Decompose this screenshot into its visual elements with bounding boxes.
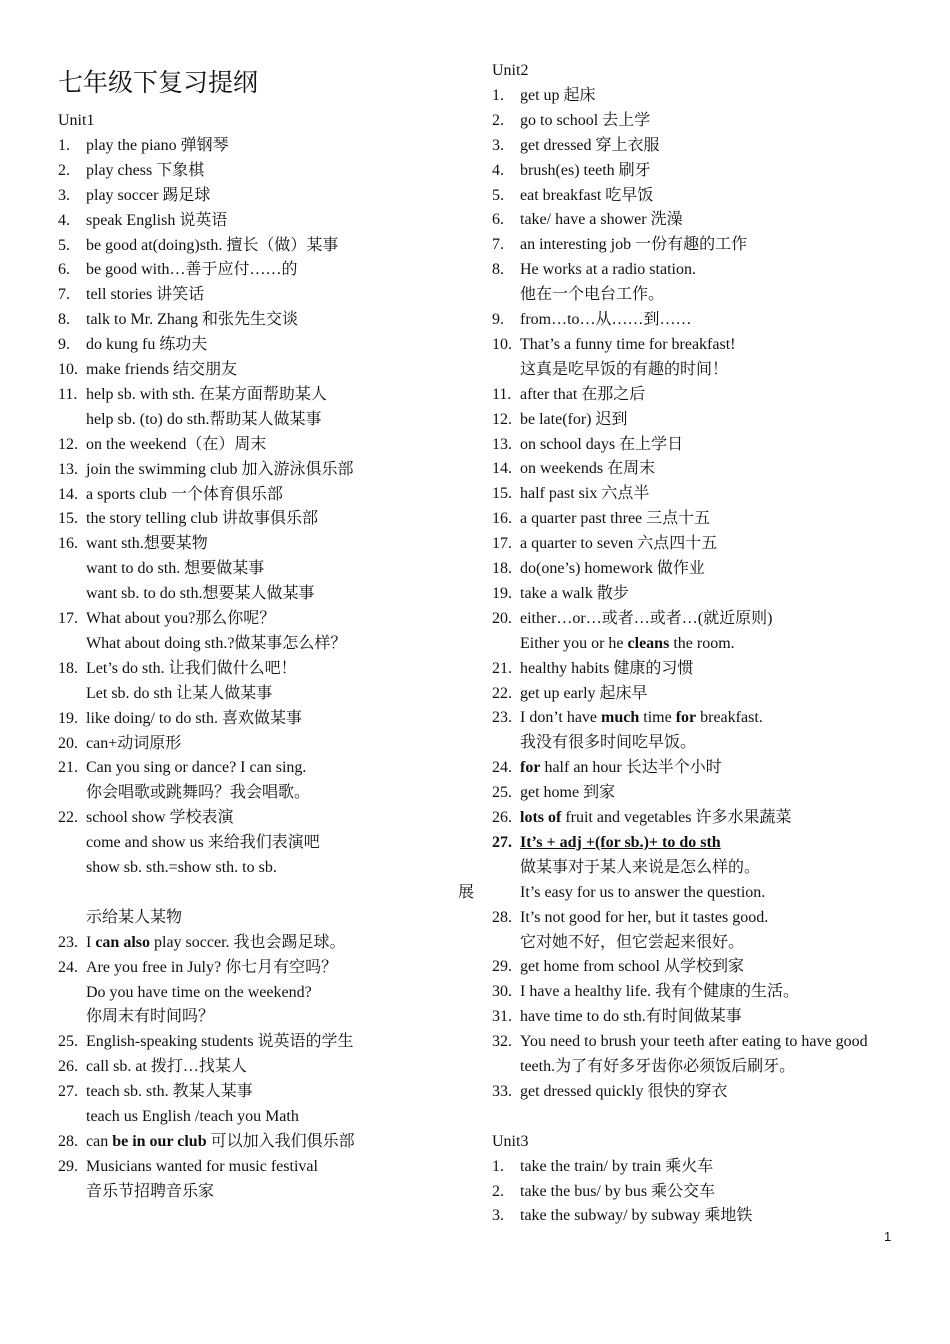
item-number: 1. [492, 86, 504, 104]
item-number: 4. [492, 161, 504, 179]
item-text: play soccer. 我也会踢足球。 [150, 933, 346, 951]
item-number: 33. [492, 1082, 512, 1100]
list-item [492, 185, 653, 207]
item-text: He works at a radio station. [520, 261, 696, 279]
item-text: either…or…或者…或者…(就近原则) [520, 609, 773, 627]
item-text: be good at(doing)sth. 擅长（做）某事 [86, 236, 339, 254]
list-item [492, 1056, 795, 1078]
item-number: 26. [492, 809, 512, 826]
list-item [58, 1106, 299, 1128]
item-text: Musicians wanted for music festival [86, 1157, 318, 1175]
list-item [492, 1131, 528, 1153]
list-item [58, 359, 237, 381]
item-text: It’s + adj +(for sb.)+ to do sth [520, 833, 721, 851]
item-text: 示给某人某物 [86, 908, 183, 926]
list-item [58, 957, 337, 979]
item-text: I have a healthy life. 我有个健康的生活。 [520, 983, 800, 1001]
item-text: do kung fu 练功夫 [86, 336, 208, 354]
list-item [492, 1205, 752, 1227]
list-item [492, 1006, 742, 1028]
list-item [492, 85, 596, 107]
list-item [492, 807, 792, 829]
list-item [492, 409, 628, 431]
item-number: 19. [58, 709, 78, 727]
item-text: breakfast. [696, 709, 763, 727]
item-text: 音乐节招聘音乐家 [86, 1182, 215, 1200]
list-item [492, 533, 717, 555]
item-text: make friends 结交朋友 [86, 361, 238, 378]
item-number: 7. [58, 286, 70, 304]
item-number: 5. [492, 186, 504, 204]
list-item [58, 608, 275, 630]
item-text: Can you sing or dance? I can sing. [86, 759, 307, 777]
item-text: I don’t have [520, 709, 602, 727]
list-item [492, 309, 692, 331]
item-text: 做某事对于某人来说是怎么样的。 [520, 858, 761, 876]
list-item [58, 1156, 318, 1178]
list-item [58, 160, 204, 182]
item-text: That’s a funny time for breakfast! [520, 335, 736, 353]
list-item [58, 733, 181, 755]
list-item [492, 1156, 713, 1178]
list-item [58, 683, 272, 705]
item-number: 27. [58, 1083, 78, 1101]
list-item [492, 209, 683, 231]
item-number: 12. [492, 410, 512, 428]
item-text: take the bus/ by bus 乘公交车 [520, 1182, 716, 1200]
list-item [58, 932, 346, 954]
item-text: an interesting job 一份有趣的工作 [520, 236, 748, 254]
item-text: after that 在那之后 [520, 385, 646, 403]
item-text: the room. [669, 634, 735, 652]
item-number: 3. [58, 186, 70, 204]
item-number: 2. [492, 111, 504, 129]
item-number: 20. [492, 609, 512, 627]
item-text: go to school 去上学 [520, 111, 651, 129]
item-text: on school days 在上学日 [520, 435, 684, 453]
item-text: 你周末有时间吗？ [86, 1008, 215, 1026]
item-text: can [86, 1132, 113, 1150]
item-number: 24. [492, 759, 512, 777]
item-number: 5. [58, 236, 70, 254]
list-item [58, 508, 318, 530]
item-text: do(one’s) homework 做作业 [520, 560, 705, 577]
item-text: want sb. to do sth.想要某人做某事 [86, 585, 315, 603]
item-text: take the subway/ by subway 乘地铁 [520, 1207, 753, 1225]
item-text: brush(es) teeth 刷牙 [520, 161, 651, 179]
list-item [58, 558, 264, 580]
list-item [492, 782, 615, 804]
item-number: 22. [58, 809, 78, 827]
item-number: 15. [492, 485, 512, 503]
item-text: time [639, 709, 676, 727]
item-text: for [520, 759, 541, 777]
item-text: be late(for) 迟到 [520, 410, 628, 428]
list-item [492, 633, 735, 655]
item-text: can+动词原形 [86, 734, 182, 752]
item-text: 我没有很多时间吃早饭。 [520, 734, 697, 752]
list-item [58, 533, 208, 555]
item-text: get up early 起床早 [520, 684, 648, 702]
list-item [492, 359, 728, 381]
list-item [492, 857, 760, 879]
list-item [492, 234, 747, 256]
list-item [58, 1081, 253, 1103]
list-item [492, 707, 763, 729]
list-item [492, 508, 710, 530]
list-item [492, 458, 655, 480]
item-text: on the weekend（在）周末 [86, 435, 267, 453]
item-text: Let’s do sth. 让我们做什么吧！ [86, 659, 297, 677]
list-item [492, 483, 649, 505]
list-item [492, 907, 768, 929]
item-text: school show 学校表演 [86, 809, 234, 827]
item-number: 10. [58, 361, 78, 378]
item-text: 他在一个电台工作。 [520, 286, 665, 304]
list-item [492, 259, 696, 281]
item-text: Do you have time on the weekend? [86, 983, 312, 1001]
item-number: 27. [492, 833, 512, 851]
item-number: 22. [492, 684, 512, 702]
list-item [492, 981, 799, 1003]
item-number: 26. [58, 1058, 78, 1076]
item-number: 28. [492, 908, 512, 926]
item-text: 这真是吃早饭的有趣的时间！ [520, 360, 729, 378]
list-item [58, 434, 266, 456]
item-text: Unit3 [492, 1132, 529, 1150]
item-text: get home from school 从学校到家 [520, 958, 744, 976]
item-number: 16. [58, 535, 78, 553]
item-number: 28. [58, 1132, 78, 1150]
list-item [58, 135, 229, 157]
item-text: What about doing sth.?做某事怎么样？ [86, 634, 347, 652]
item-number: 8. [58, 311, 70, 329]
list-item [492, 434, 683, 456]
item-text: English-speaking students 说英语的学生 [86, 1033, 354, 1051]
item-text: help sb. with sth. 在某方面帮助某人 [86, 385, 327, 403]
list-item [492, 160, 651, 182]
item-text: Are you free in July? 你七月有空吗？ [86, 958, 338, 976]
list-item [58, 110, 94, 132]
item-text: half past six 六点半 [520, 485, 650, 503]
list-item [58, 782, 310, 804]
item-text: It’s easy for us to answer the question. [520, 883, 766, 901]
list-item [58, 583, 314, 605]
item-text: can also [95, 933, 150, 951]
list-item [58, 1031, 354, 1053]
list-item [58, 857, 277, 879]
item-text: Let sb. do sth 让某人做某事 [86, 684, 273, 702]
item-text: teach us English /teach you Math [86, 1108, 299, 1125]
item-text: get home 到家 [520, 784, 616, 802]
list-item [492, 384, 645, 406]
item-number: 12. [58, 435, 78, 453]
list-item [492, 608, 772, 630]
item-text: take the train/ by train 乘火车 [520, 1157, 714, 1175]
item-number: 3. [492, 1207, 504, 1225]
item-text: the story telling club 讲故事俱乐部 [86, 510, 318, 528]
item-number: 1. [492, 1157, 504, 1175]
item-text: 它对她不好，但它尝起来很好。 [520, 933, 745, 951]
item-number: 14. [492, 460, 512, 478]
list-item [58, 1181, 214, 1203]
item-number: 19. [492, 584, 512, 602]
item-number: 9. [492, 311, 504, 328]
item-number: 6. [492, 211, 504, 229]
list-item [58, 484, 283, 506]
list-item [492, 135, 660, 157]
item-text: tell stories 讲笑话 [86, 286, 205, 304]
item-text: take a walk 散步 [520, 584, 629, 602]
list-item [58, 235, 338, 257]
list-item [492, 1031, 868, 1053]
page-title: 七年级下复习提纲 [58, 70, 259, 97]
item-number: 4. [58, 211, 70, 229]
item-number: 29. [492, 958, 512, 976]
list-item [58, 907, 182, 929]
item-text: be good with…善于应付……的 [86, 261, 298, 279]
item-text: show sb. sth.=show sth. to sb. [86, 859, 277, 876]
item-text: play soccer 踢足球 [86, 186, 211, 204]
item-text: play the piano 弹钢琴 [86, 136, 229, 154]
item-number: 13. [58, 460, 78, 478]
item-number: 31. [492, 1008, 512, 1026]
item-number: 32. [492, 1033, 512, 1051]
item-number: 11. [58, 385, 78, 403]
item-text: It’s not good for her, but it tastes good. [520, 908, 769, 926]
item-text: Unit1 [58, 112, 95, 129]
list-item [492, 1081, 728, 1103]
item-text: You need to brush your teeth after eating to have good [520, 1033, 868, 1051]
item-number: 10. [492, 335, 512, 353]
list-item [58, 409, 322, 431]
item-number: 18. [492, 560, 512, 577]
item-text: call sb. at 拨打…找某人 [86, 1058, 247, 1076]
item-text: What about you?那么你呢？ [86, 610, 276, 627]
list-item [58, 658, 297, 680]
item-text: Either you or he [520, 634, 628, 652]
page-number: 1 [884, 1229, 892, 1244]
item-number: 2. [492, 1182, 504, 1200]
item-text: a sports club 一个体育俱乐部 [86, 485, 283, 503]
item-text: play chess 下象棋 [86, 161, 205, 179]
list-item [492, 832, 721, 854]
list-item [58, 807, 234, 829]
item-text: I [86, 933, 96, 951]
item-text: have time to do sth.有时间做某事 [520, 1008, 742, 1026]
item-number: 17. [492, 535, 512, 553]
item-text: 可以加入我们俱乐部 [206, 1132, 355, 1150]
item-text: half an hour 长达半个小时 [540, 759, 722, 777]
item-text: talk to Mr. Zhang 和张先生交谈 [86, 311, 298, 329]
list-item [58, 185, 210, 207]
list-item [58, 334, 207, 356]
item-number: 23. [492, 709, 512, 727]
item-text: come and show us 来给我们表演吧 [86, 834, 320, 852]
item-text: get dressed 穿上衣服 [520, 136, 660, 154]
list-item [58, 633, 346, 655]
list-item [58, 1006, 214, 1028]
item-text: a quarter past three 三点十五 [520, 510, 711, 528]
list-item [492, 1181, 715, 1203]
item-number: 8. [492, 261, 504, 279]
item-text: Unit2 [492, 62, 529, 79]
item-number: 3. [492, 136, 504, 154]
item-number: 25. [58, 1033, 78, 1051]
list-item [492, 110, 650, 132]
list-item [58, 1131, 355, 1153]
list-item [492, 558, 705, 580]
list-item [492, 60, 528, 82]
item-number: 23. [58, 933, 78, 951]
list-item [492, 932, 744, 954]
item-text: teach sb. sth. 教某人某事 [86, 1083, 253, 1101]
item-text: fruit and vegetables 许多水果蔬菜 [561, 809, 792, 826]
item-number: 21. [58, 759, 78, 777]
list-item [58, 210, 227, 232]
item-number: 14. [58, 485, 78, 503]
list-item [58, 708, 302, 730]
item-text: for [675, 709, 697, 727]
item-text: eat breakfast 吃早饭 [520, 186, 654, 204]
list-item [58, 1056, 247, 1078]
item-number: 16. [492, 510, 512, 528]
list-item [58, 384, 327, 406]
item-text: get dressed quickly 很快的穿衣 [520, 1082, 728, 1100]
item-number: 2. [58, 161, 70, 179]
item-number: 18. [58, 659, 78, 677]
list-item [492, 284, 664, 306]
list-item [58, 284, 204, 306]
item-text: join the swimming club 加入游泳俱乐部 [86, 460, 354, 478]
list-item [58, 832, 320, 854]
list-item [492, 334, 735, 356]
item-text: cleans [627, 634, 670, 652]
list-item [58, 982, 312, 1004]
list-item [492, 757, 722, 779]
item-text: take/ have a shower 洗澡 [520, 211, 683, 229]
item-number: 7. [492, 236, 504, 254]
item-number: 15. [58, 510, 78, 528]
list-item [492, 882, 765, 904]
item-text: like doing/ to do sth. 喜欢做某事 [86, 709, 303, 727]
item-number: 21. [492, 659, 512, 677]
item-number: 30. [492, 983, 512, 1001]
list-item [58, 459, 354, 481]
item-number: 25. [492, 784, 512, 802]
list-item [492, 683, 648, 705]
item-number: 1. [58, 136, 70, 154]
item-number: 9. [58, 336, 70, 354]
item-text: lots of [520, 809, 562, 826]
list-item [492, 732, 696, 754]
item-number: 29. [58, 1157, 78, 1175]
item-number: 20. [58, 734, 78, 752]
item-number: 24. [58, 958, 78, 976]
list-item [492, 658, 693, 680]
item-text: on weekends 在周末 [520, 460, 656, 478]
item-text: teeth.为了有好多牙齿你必须饭后刷牙。 [520, 1058, 796, 1075]
item-text: speak English 说英语 [86, 211, 228, 229]
stray-character: 展 [458, 884, 475, 901]
list-item [58, 309, 298, 331]
item-text: 你会唱歌或跳舞吗？我会唱歌。 [86, 784, 311, 802]
item-text: a quarter to seven 六点四十五 [520, 535, 718, 553]
list-item [492, 956, 744, 978]
item-text: want to do sth. 想要做某事 [86, 560, 265, 578]
item-text: much [601, 709, 640, 727]
item-number: 11. [492, 385, 512, 403]
list-item [58, 259, 298, 281]
item-text: be in our club [112, 1132, 207, 1150]
item-number: 17. [58, 610, 78, 627]
list-item [492, 583, 629, 605]
item-text: help sb. (to) do sth.帮助某人做某事 [86, 410, 322, 428]
item-number: 6. [58, 261, 70, 279]
item-number: 13. [492, 435, 512, 453]
item-text: from…to…从……到…… [520, 311, 692, 328]
list-item [58, 757, 306, 779]
item-text: get up 起床 [520, 86, 596, 104]
item-text: want sth.想要某物 [86, 535, 208, 553]
item-text: healthy habits 健康的习惯 [520, 659, 694, 677]
